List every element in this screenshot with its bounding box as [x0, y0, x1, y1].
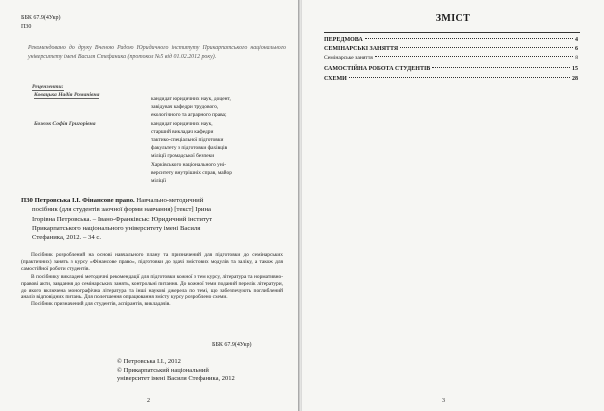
toc-leader: [432, 67, 570, 68]
reviewer-desc-line: кандидат юридичних наук, доцент,: [151, 96, 231, 102]
citation-title: Петровська І.І. Фінансове право.: [34, 197, 135, 204]
toc-label: САМОСТІЙНА РОБОТА СТУДЕНТІВ: [324, 66, 431, 72]
abstract-para-0: Посібник розроблений на основі навчального плану та призначений для підготовки до семінарських (практичних) занять з курсу «Фінансове право», підготовки до здачі змістових модулів та заліку, а також для самостійної роботи студентів.: [21, 252, 283, 272]
reviewer-description: [151, 95, 265, 185]
citation-line-3: Прикарпатського національного університету імені Василя: [32, 224, 201, 232]
left-page: [0, 0, 300, 411]
reviewer-desc-line: старший викладач кафедри: [151, 128, 214, 135]
reviewer-desc-line: тактико-спеціальної підготовки: [151, 137, 224, 144]
citation-line-1: посібник (для студентів заочної форми навчання) [текст] Ірина: [32, 206, 211, 214]
toc-page: 15: [572, 66, 578, 72]
toc-leader: [349, 77, 570, 78]
toc-label: СХЕМИ: [324, 76, 347, 82]
page-number-right: 3: [442, 398, 445, 404]
reviewer-desc-line: Харківського національного уні-: [151, 161, 227, 168]
reviewer2-name: Божок Софія Григорівна: [34, 121, 96, 127]
toc-label: ПЕРЕДМОВА: [324, 37, 363, 43]
citation-line-4: Стефаника, 2012. – 34 с.: [32, 234, 101, 242]
toc-rule-top: [324, 32, 580, 33]
abstract-para-2: Посібник призначений для студентів, аспірантів, викладачів.: [31, 301, 171, 308]
copyright: [117, 358, 287, 384]
toc-item-schemes[interactable]: [324, 75, 578, 84]
recommendation-note: Рекомендовано до друку Вченою Радою Юридичного інституту Прикарпатського національного університету імені Василя Стефаника (протокол №5 від 01.02.2012 року).: [28, 45, 286, 60]
copyright-line-2: університет імені Василя Стефаника, 2012: [117, 375, 235, 383]
reviewer-desc-line: завідувач кафедри трудового,: [151, 104, 219, 111]
toc-leader: [375, 56, 573, 57]
bbk-code: ББК 67.9(4Укр): [21, 15, 61, 21]
reviewer-desc-line: кандидат юридичних наук,: [151, 120, 213, 127]
toc-item-seminars[interactable]: [324, 45, 578, 54]
abstract-para-1: В посібнику викладені методичні рекомендації для підготовки кожної з тем курсу, література та нормативно-правові акти, завдання до семінарських занять, контрольні питання. До кожної теми поданий перелік літератури, до якого включена монографічна література та інші наукові джерела по темі, що забезпечують поглиблений аналіз відповідних питань. Для полегшення опрацювання змісту курсу розроблено схеми.: [21, 273, 283, 301]
toc-label: СЕМІНАРСЬКІ ЗАНЯТТЯ: [324, 46, 399, 52]
reviewer-desc-line: міліції громадської безпеки: [151, 153, 215, 160]
toc-label: Семінарське заняття: [324, 55, 373, 61]
citation-line-0: Навчально-методичний: [136, 197, 204, 204]
toc-leader: [400, 47, 573, 48]
toc-page: 6: [575, 46, 578, 52]
toc-title: ЗМІСТ: [435, 13, 471, 24]
toc-page: 28: [572, 76, 578, 82]
copyright-line-1: © Прикарпатський національний: [117, 366, 209, 374]
toc-item-independent-work[interactable]: [324, 65, 578, 74]
reviewer1-name: Ковацька Надія Романівна: [34, 92, 100, 98]
toc-item-seminar-lesson[interactable]: [324, 54, 578, 63]
toc-item-foreword[interactable]: [324, 36, 578, 45]
citation-block: [21, 196, 293, 242]
reviewer-desc-line: верситету внутрішніх справ, майор: [151, 169, 232, 176]
page-number-left: 2: [147, 398, 150, 404]
toc-page: 4: [575, 37, 578, 43]
toc-page: 8: [575, 55, 578, 61]
reviewer-desc-line: міліції: [151, 178, 166, 185]
reviewer-desc-line: факультету з підготовки фахівців: [151, 145, 228, 152]
right-page: [302, 0, 604, 411]
reviewer-desc-line: екологічного та аграрного права;: [151, 112, 227, 119]
copyright-line-0: © Петровська І.І., 2012: [117, 358, 181, 365]
index-code: П30: [21, 24, 32, 30]
abstract: [21, 252, 283, 308]
bbk-bottom: ББК 67.9(4Укр): [212, 342, 252, 348]
citation-line-2: Ігорівна Петровська. – Івано-Франківськ: Юридичний інститут: [32, 215, 212, 223]
reviewers-label: Рецензенти:: [32, 84, 64, 90]
toc-leader: [365, 38, 573, 39]
citation-code: П30: [21, 197, 33, 204]
